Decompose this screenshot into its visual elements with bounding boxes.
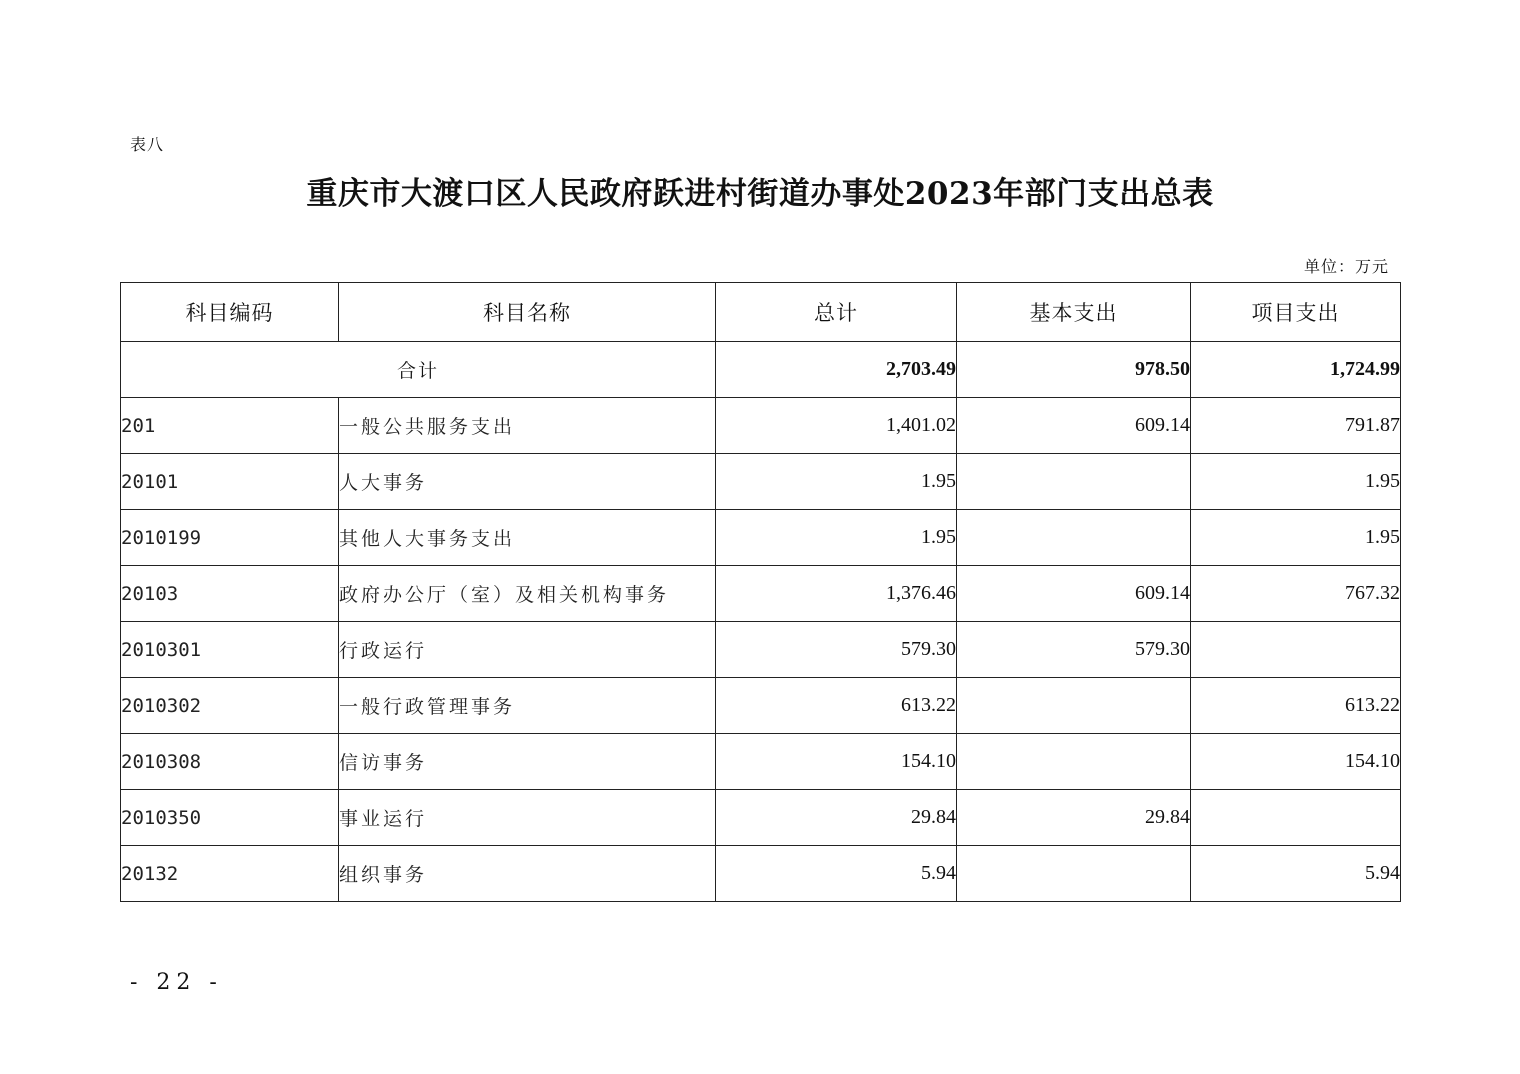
basic-expense: 29.84 <box>957 790 1191 846</box>
unit-label: 单位：万元 <box>1303 257 1389 276</box>
subject-code: 20132 <box>121 846 339 902</box>
table-row <box>121 454 1401 510</box>
subject-code: 2010350 <box>121 790 339 846</box>
basic-expense: 579.30 <box>957 622 1191 678</box>
expense-table <box>120 282 1401 902</box>
total-amount: 2,703.49 <box>716 342 957 398</box>
subject-code: 20101 <box>121 454 339 510</box>
subject-name: 一般公共服务支出 <box>339 398 716 454</box>
header-basic: 基本支出 <box>957 283 1191 342</box>
subject-name: 其他人大事务支出 <box>339 510 716 566</box>
table-row <box>121 566 1401 622</box>
page-number: - 22 - <box>130 970 223 995</box>
total-amount: 5.94 <box>716 846 957 902</box>
total-row <box>121 342 1401 398</box>
table-row <box>121 622 1401 678</box>
table-row <box>121 678 1401 734</box>
subject-code: 2010301 <box>121 622 339 678</box>
subject-name: 人大事务 <box>339 454 716 510</box>
total-amount: 1,376.46 <box>716 566 957 622</box>
subject-name: 信访事务 <box>339 734 716 790</box>
basic-expense <box>957 510 1191 566</box>
basic-expense <box>957 454 1191 510</box>
table-row <box>121 734 1401 790</box>
total-basic: 978.50 <box>957 342 1191 398</box>
table-header-row <box>121 283 1401 342</box>
project-expense: 1.95 <box>1191 454 1401 510</box>
subject-code: 201 <box>121 398 339 454</box>
basic-expense <box>957 678 1191 734</box>
header-total: 总计 <box>716 283 957 342</box>
table-row <box>121 510 1401 566</box>
total-label: 合计 <box>121 342 716 398</box>
project-expense <box>1191 622 1401 678</box>
header-code: 科目编码 <box>121 283 339 342</box>
project-expense <box>1191 790 1401 846</box>
total-amount: 613.22 <box>716 678 957 734</box>
subject-name: 政府办公厅（室）及相关机构事务 <box>339 566 716 622</box>
subject-code: 2010308 <box>121 734 339 790</box>
table-row <box>121 790 1401 846</box>
project-expense: 767.32 <box>1191 566 1401 622</box>
basic-expense <box>957 846 1191 902</box>
total-amount: 1.95 <box>716 454 957 510</box>
total-project: 1,724.99 <box>1191 342 1401 398</box>
subject-name: 行政运行 <box>339 622 716 678</box>
table-label: 表八 <box>130 135 165 154</box>
total-amount: 579.30 <box>716 622 957 678</box>
basic-expense: 609.14 <box>957 566 1191 622</box>
table-row <box>121 846 1401 902</box>
project-expense: 154.10 <box>1191 734 1401 790</box>
subject-code: 2010302 <box>121 678 339 734</box>
total-amount: 154.10 <box>716 734 957 790</box>
page-title: 重庆市大渡口区人民政府跃进村街道办事处2023年部门支出总表 <box>306 176 1214 212</box>
table-row <box>121 398 1401 454</box>
project-expense: 1.95 <box>1191 510 1401 566</box>
subject-name: 组织事务 <box>339 846 716 902</box>
basic-expense <box>957 734 1191 790</box>
subject-code: 20103 <box>121 566 339 622</box>
total-amount: 1.95 <box>716 510 957 566</box>
project-expense: 791.87 <box>1191 398 1401 454</box>
subject-code: 2010199 <box>121 510 339 566</box>
subject-name: 一般行政管理事务 <box>339 678 716 734</box>
total-amount: 29.84 <box>716 790 957 846</box>
basic-expense: 609.14 <box>957 398 1191 454</box>
header-name: 科目名称 <box>339 283 716 342</box>
subject-name: 事业运行 <box>339 790 716 846</box>
project-expense: 613.22 <box>1191 678 1401 734</box>
total-amount: 1,401.02 <box>716 398 957 454</box>
header-project: 项目支出 <box>1191 283 1401 342</box>
project-expense: 5.94 <box>1191 846 1401 902</box>
